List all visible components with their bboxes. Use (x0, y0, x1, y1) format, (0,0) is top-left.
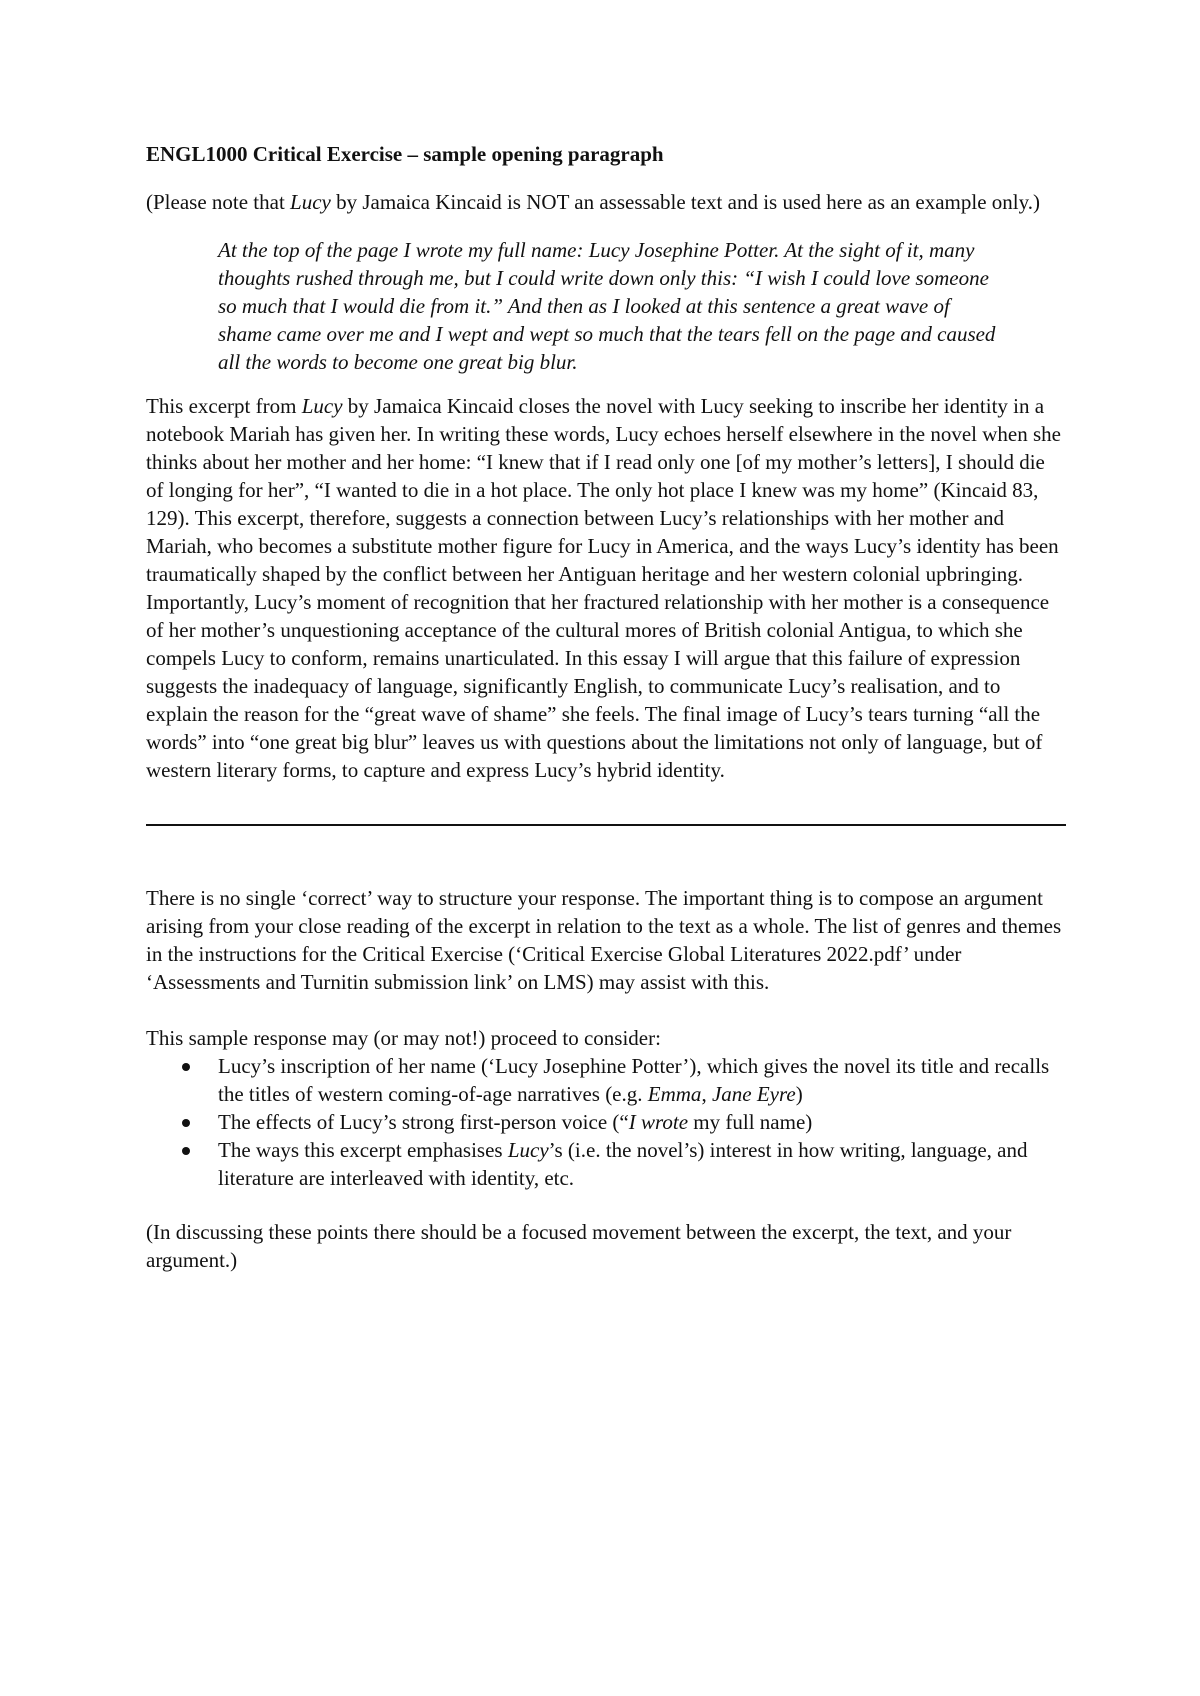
essay-text-after: by Jamaica Kincaid closes the novel with Lucy seeking to inscribe her identity in a notebook Mariah has given her. In writing these words, Lucy echoes herself elsewhere in the novel when she thinks about her mother and her home: “I knew that if I read only one [of my mother’s letters], I should die of longing for her”, “I wanted to die in a hot place. The only hot place I knew was my home” (Kincaid 83, 129). This excerpt, therefore, suggests a connection between Lucy’s relationships with her mother and Mariah, who becomes a substitute mother figure for Lucy in America, and the ways Lucy’s identity has been traumatically shaped by the conflict between her Antiguan heritage and her western colonial upbringing. Importantly, Lucy’s moment of recognition that her fractured relationship with her mother is a consequence of her mother’s unquestioning acceptance of the cultural mores of British colonial Antigua, to which she compels Lucy to conform, remains unarticulated. In this essay I will argue that this failure of expression suggests the inadequacy of language, significantly English, to communicate Lucy’s realisation, and to explain the reason for the “great wave of shame” she feels. The final image of Lucy’s tears turning “all the words” into “one great big blur” leaves us with questions about the limitations not only of language, but of western literary forms, to capture and express Lucy’s hybrid identity. (146, 394, 1061, 782)
section-divider (146, 824, 1066, 826)
point-1-separator: , (701, 1082, 712, 1106)
essay-book-title: Lucy (301, 394, 343, 418)
consider-intro: This sample response may (or may not!) proceed to consider: (146, 1026, 661, 1050)
list-item (146, 1136, 1066, 1192)
point-2-before: The effects of Lucy’s strong first-person voice (“ (218, 1110, 629, 1134)
list-item (146, 1108, 1066, 1136)
point-1-title-emma: Emma (647, 1082, 702, 1106)
essay-text-before: This excerpt from (146, 394, 302, 418)
point-3-before: The ways this excerpt emphasises (218, 1138, 508, 1162)
point-2-italic: I wrote (628, 1110, 689, 1134)
bullet-icon (182, 1147, 190, 1155)
block-quote-excerpt: At the top of the page I wrote my full name: Lucy Josephine Potter. At the sight of it, many thoughts rushed through me, but I could write down only this: “I wish I could love someone so much that I would die from it.” And then as I looked at this sentence a great wave of shame came over me and I wept and wept so much that the tears fell on the page and caused all the words to become one great big blur. (218, 238, 996, 374)
note-text-before: (Please note that (146, 190, 291, 214)
bullet-icon (182, 1119, 190, 1127)
structure-advice-paragraph: There is no single ‘correct’ way to structure your response. The important thing is to compose an argument arising from your close reading of the excerpt in relation to the text as a whole. The list of genres and themes in the instructions for the Critical Exercise (‘Critical Exercise Global Literatures 2022.pdf’ under ‘Assessments and Turnitin submission link’ on LMS) may assist with this. (146, 886, 1062, 994)
sample-opening-paragraph (146, 392, 1066, 784)
point-1-after: ) (795, 1082, 803, 1106)
page-title: ENGL1000 Critical Exercise – sample opening paragraph (146, 142, 664, 166)
point-2-after: my full name) (688, 1110, 813, 1134)
consideration-list (146, 1052, 1066, 1192)
list-item (146, 1052, 1066, 1108)
closing-note: (In discussing these points there should be a focused movement between the excerpt, the text, and your argument.) (146, 1220, 1012, 1272)
point-3-after: ’s (i.e. the novel’s) interest in how writing, language, and literature are interleaved with identity, etc. (218, 1138, 1028, 1190)
point-1-before: Lucy’s inscription of her name (‘Lucy Josephine Potter’), which gives the novel its title and recalls the titles of western coming-of-age narratives (e.g. (218, 1054, 1050, 1106)
disclaimer-note (146, 188, 1066, 216)
point-3-italic: Lucy (507, 1138, 549, 1162)
bullet-icon (182, 1063, 190, 1071)
note-text-after: by Jamaica Kincaid is NOT an assessable text and is used here as an example only.) (330, 190, 1040, 214)
document-page (146, 140, 1066, 1274)
note-book-title: Lucy (290, 190, 331, 214)
point-1-title-jane-eyre: Jane Eyre (711, 1082, 796, 1106)
